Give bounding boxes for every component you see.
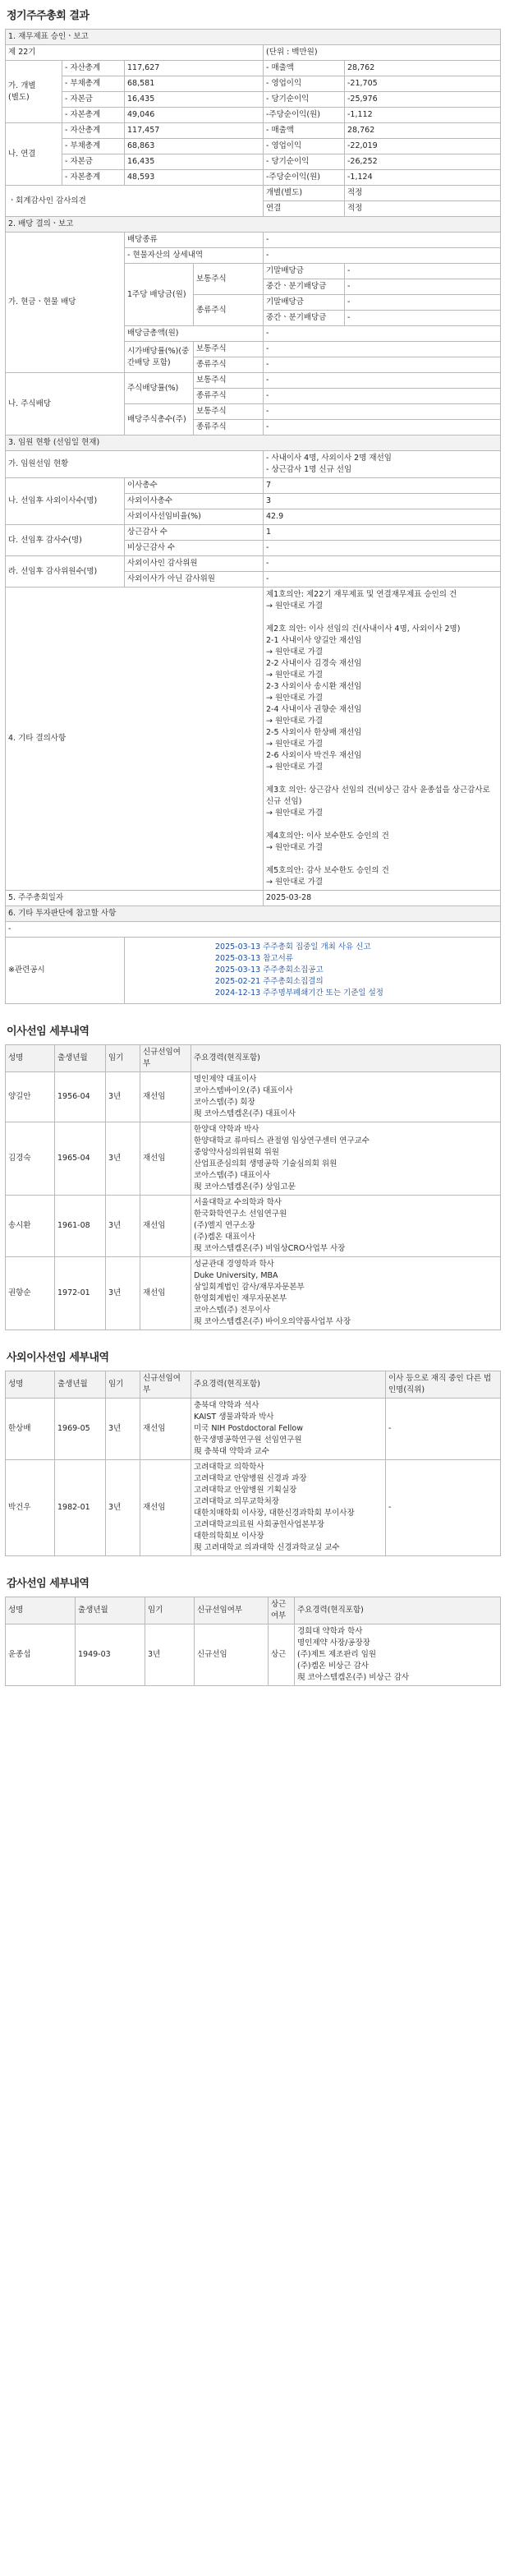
value-cell: -: [345, 311, 501, 326]
value-cell: -: [264, 326, 501, 342]
column-header: 신규선임여부: [140, 1045, 191, 1072]
term: 3년: [106, 1399, 140, 1460]
term: 3년: [106, 1122, 140, 1196]
career: 고려대학교 의학학사 고려대학교 안암병원 신경과 과장 고려대학교 안암병원 기획실장 고려대학교 의무교학처장 대한치매학회 이사장, 대한신경과학회 부이사장 고려대학교의료원 사회공헌사업본부장 대한의학회보 이사장 現 고려대학교 의과대학 신경과학교실 교수: [191, 1460, 386, 1556]
sep-value: 117,627: [125, 61, 264, 76]
dividend-type-label: 배당종류: [125, 233, 264, 248]
section-6-title: 6. 기타 투자판단에 참고할 사항: [6, 906, 501, 922]
audit-separate-value: 적정: [345, 186, 501, 201]
unit-label: (단위 : 백만원): [264, 45, 501, 61]
related-link[interactable]: 2025-02-21 주주총회소집결의: [215, 977, 324, 986]
table-row: [6, 1196, 501, 1257]
director-details-title: 이사선임 세부내역: [7, 1025, 90, 1038]
other-resolutions-text: 제1호의안: 제22기 재무제표 및 연결재무제표 승인의 건 → 원안대로 가결 제2호 의안: 이사 선임의 건(사내이사 4명, 사외이사 2명) 2-1 사내이사 양길안 재선임 → 원안대로 가결 2-2 사내이사 김경숙 재선임 → 원안대로 가결 2-3 사외이사 송시환 재선임 → 원안대로 가결 2-4 사내이사 권향순 재선임 → 원안대로 가결 2-5 사외이사 한상배 재선임 → 원안대로 가결 2-6 사외이사 박건우 재선임 → 원안대로 가결 제3호 의안: 상근감사 선임의 건(비상근 감사 윤종섭을 상근감사로 신규 선임) → 원안대로 가결 제4호의안: 이사 보수한도 승인의 건 → 원안대로 가결 제5호의안: 감사 보수한도 승인의 건 → 원안대로 가결: [264, 588, 501, 891]
election-type: 재선임: [140, 1072, 191, 1122]
con-item: - 자본금: [62, 154, 125, 170]
sep-item: - 자본금: [62, 92, 125, 108]
con-value: 68,863: [125, 139, 264, 154]
election-type: 재선임: [140, 1399, 191, 1460]
dividend-detail-value: -: [264, 248, 501, 264]
full-auditor-label: 상근감사 수: [125, 525, 264, 541]
con-item: - 자산총계: [62, 123, 125, 139]
column-header: 출생년월: [55, 1371, 106, 1399]
election-type: 재선임: [140, 1460, 191, 1556]
committee-other-label: 사외이사가 아닌 감사위원: [125, 572, 264, 588]
full-auditor-value: 1: [264, 525, 501, 541]
section-5-title: 5. 주주총회일자: [6, 891, 264, 906]
column-header: 주요경력(현직포함): [191, 1045, 501, 1072]
person-name: 송시환: [6, 1196, 55, 1257]
column-header: 출생년월: [55, 1045, 106, 1072]
sep-item: - 자산총계: [62, 61, 125, 76]
stock-yield-label: 주식배당률(%): [125, 373, 194, 404]
preferred-stock-label: 종류주식: [194, 420, 264, 435]
con-item: - 자본총계: [62, 170, 125, 186]
column-header: 임기: [145, 1597, 195, 1624]
column-header: 출생년월: [76, 1597, 145, 1624]
common-stock-label: 보통주식: [194, 342, 264, 357]
value-cell: -: [345, 279, 501, 295]
section-2-title: 2. 배당 결의ㆍ보고: [6, 217, 501, 233]
person-name: 양길안: [6, 1072, 55, 1122]
con-value: -1,124: [345, 170, 501, 186]
value-cell: -: [264, 342, 501, 357]
career: 충북대 약학과 석사 KAIST 생물과학과 박사 미국 NIH Postdoctoral Fellow 한국생명공학연구원 선임연구원 現 충북대 약학과 교수: [191, 1399, 386, 1460]
sep-value: -1,112: [345, 108, 501, 123]
dividend-type-value: -: [264, 233, 501, 248]
column-header: 신규선임여부: [140, 1371, 191, 1399]
con-item: - 영업이익: [264, 139, 345, 154]
sep-value: -25,976: [345, 92, 501, 108]
table-row: [6, 1399, 501, 1460]
sep-item: -주당순이익(원): [264, 108, 345, 123]
birth-date: 1961-08: [55, 1196, 106, 1257]
audit-consolidated-label: 연결: [264, 201, 345, 217]
auditor-details-title: 감사선임 세부내역: [7, 1578, 90, 1590]
career: 명인제약 대표이사 코아스템바이오(주) 대표이사 코아스템(주) 회장 現 코아스템켐온(주) 대표이사: [191, 1072, 501, 1122]
audit-consolidated-value: 적정: [345, 201, 501, 217]
con-value: 16,435: [125, 154, 264, 170]
committee-other-value: -: [264, 572, 501, 588]
person-name: 윤종섭: [6, 1624, 76, 1686]
common-stock-label: 보통주식: [194, 404, 264, 420]
column-header: 주요경력(현직포함): [191, 1371, 386, 1399]
con-value: 117,457: [125, 123, 264, 139]
birth-date: 1969-05: [55, 1399, 106, 1460]
related-disclosures-label: ※관련공시: [6, 938, 125, 1004]
election-type: 신규선임: [195, 1624, 269, 1686]
related-link[interactable]: 2025-03-13 주주총회소집공고: [215, 965, 324, 975]
career: 서울대학교 수의학과 학사 한국화학연구소 선임연구원 (주)엘지 연구소장 (주)켐온 대표이사 現 코아스템켐온(주) 비임상CRO사업부 사장: [191, 1196, 501, 1257]
person-name: 김경숙: [6, 1122, 55, 1196]
birth-date: 1956-04: [55, 1072, 106, 1122]
person-name: 박건우: [6, 1460, 55, 1556]
outside-ratio-label: 사외이사선임비율(%): [125, 509, 264, 525]
dividend-detail-label: - 현물자산의 상세내역: [125, 248, 264, 264]
fulltime-status: 상근: [269, 1624, 295, 1686]
birth-date: 1972-01: [55, 1257, 106, 1330]
column-header: 상근여부: [269, 1597, 295, 1624]
birth-date: 1965-04: [55, 1122, 106, 1196]
column-header: 주요경력(현직포함): [295, 1597, 501, 1624]
main-results-table: [5, 29, 501, 1004]
term: 3년: [106, 1257, 140, 1330]
dividend-total-label: 배당금총액(원): [125, 326, 264, 342]
sep-row: [6, 76, 501, 92]
committee-outside-value: -: [264, 556, 501, 572]
sep-item: - 영업이익: [264, 76, 345, 92]
election-status-value: - 사내이사 4명, 사외이사 2명 재선임 - 상근감사 1명 신규 선임: [264, 451, 501, 478]
table-row: [6, 1624, 501, 1686]
section-3-title: 3. 임원 현황 (선임일 현재): [6, 435, 501, 451]
table-row: [6, 1460, 501, 1556]
dividend-yield-label: 시가배당률(%)(중간배당 포함): [125, 342, 194, 373]
meeting-date: 2025-03-28: [264, 891, 501, 906]
auditor-details-table: [5, 1597, 501, 1686]
value-cell: -: [345, 264, 501, 279]
election-type: 재선임: [140, 1196, 191, 1257]
birth-date: 1949-03: [76, 1624, 145, 1686]
person-name: 한상배: [6, 1399, 55, 1460]
other-positions: -: [386, 1460, 501, 1556]
section-6-value: -: [6, 922, 501, 938]
sep-row: [6, 108, 501, 123]
preferred-stock-label: 종류주식: [194, 357, 264, 373]
director-details-table: [5, 1044, 501, 1330]
director-total-label: 이사총수: [125, 478, 264, 494]
page-title: 정기주주총회 결과: [7, 10, 90, 22]
auditor-count-label: 다. 선임후 감사수(명): [6, 525, 125, 556]
director-total-value: 7: [264, 478, 501, 494]
outside-ratio-value: 42.9: [264, 509, 501, 525]
con-value: -26,252: [345, 154, 501, 170]
con-item: - 매출액: [264, 123, 345, 139]
value-cell: -: [264, 389, 501, 404]
sep-value: 28,762: [345, 61, 501, 76]
sep-item: - 부채총계: [62, 76, 125, 92]
stock-count-label: 배당주식총수(주): [125, 404, 194, 435]
term: 3년: [106, 1072, 140, 1122]
preferred-stock-label: 종류주식: [194, 389, 264, 404]
value-cell: -: [345, 295, 501, 311]
value-cell: -: [264, 420, 501, 435]
year-end-label: 기말배당금: [264, 264, 345, 279]
con-item: -주당순이익(원): [264, 170, 345, 186]
term: 제 22기: [6, 45, 264, 61]
value-cell: -: [264, 357, 501, 373]
sep-row: [6, 61, 501, 76]
value-cell: -: [264, 404, 501, 420]
con-row: [6, 170, 501, 186]
term: 3년: [145, 1624, 195, 1686]
outside-director-details-title: 사외이사선임 세부내역: [7, 1352, 109, 1364]
con-item: - 당기순이익: [264, 154, 345, 170]
con-value: 28,762: [345, 123, 501, 139]
con-value: 48,593: [125, 170, 264, 186]
column-header: 신규선임여부: [195, 1597, 269, 1624]
related-link[interactable]: 2025-03-13 주주총회 집중일 개최 사유 신고: [215, 942, 371, 952]
career: 경희대 약학과 학사 명인제약 사장/공장장 (주)제트 제조판리 임원 (주)켐온 비상근 감사 現 코아스템켐온(주) 비상근 감사: [295, 1624, 501, 1686]
sep-item: - 매출액: [264, 61, 345, 76]
birth-date: 1982-01: [55, 1460, 106, 1556]
preferred-stock-label: 종류주식: [194, 295, 264, 326]
con-row: [6, 154, 501, 170]
sep-value: 68,581: [125, 76, 264, 92]
con-row: [6, 139, 501, 154]
outside-total-value: 3: [264, 494, 501, 509]
interim-label: 중간ㆍ분기배당금: [264, 311, 345, 326]
term: 3년: [106, 1196, 140, 1257]
audit-opinion-label: ㆍ회계감사인 감사의견: [6, 186, 264, 217]
table-row: [6, 1257, 501, 1330]
part-auditor-value: -: [264, 541, 501, 556]
election-type: 재선임: [140, 1122, 191, 1196]
sep-value: 16,435: [125, 92, 264, 108]
sep-item: - 당기순이익: [264, 92, 345, 108]
sep-value: 49,046: [125, 108, 264, 123]
year-end-label: 기말배당금: [264, 295, 345, 311]
stock-dividend-label: 나. 주식배당: [6, 373, 125, 435]
term: 3년: [106, 1460, 140, 1556]
interim-label: 중간ㆍ분기배당금: [264, 279, 345, 295]
outside-director-count-label: 나. 선임후 사외이사수(명): [6, 478, 125, 525]
career: 성균관대 경영학과 학사 Duke University, MBA 삼일회계법인 감사/재무자문본부 한영회계법인 재무자문본부 코아스템(주) 전무이사 現 코아스템켐온(주) 바이오의약품사업부 사장: [191, 1257, 501, 1330]
election-type: 재선임: [140, 1257, 191, 1330]
separate-label: 가. 개별 (별도): [6, 61, 62, 123]
con-row: [6, 123, 501, 139]
column-header: 이사 등으로 재직 중인 다른 법인명(직위): [386, 1371, 501, 1399]
person-name: 권향순: [6, 1257, 55, 1330]
column-header: 성명: [6, 1045, 55, 1072]
related-link[interactable]: 2024-12-13 주주명부폐쇄기간 또는 기준일 설정: [215, 988, 383, 998]
sep-value: -21,705: [345, 76, 501, 92]
section-4-title: 4. 기타 결의사항: [6, 588, 264, 891]
per-share-label: 1주당 배당금(원): [125, 264, 194, 326]
audit-separate-label: 개별(별도): [264, 186, 345, 201]
outside-total-label: 사외이사총수: [125, 494, 264, 509]
table-row: [6, 1122, 501, 1196]
sep-row: [6, 92, 501, 108]
section-1-title: 1. 재무제표 승인ㆍ보고: [6, 30, 501, 45]
column-header: 임기: [106, 1371, 140, 1399]
column-header: 성명: [6, 1371, 55, 1399]
consolidated-label: 나. 연결: [6, 123, 62, 186]
column-header: 임기: [106, 1045, 140, 1072]
con-value: -22,019: [345, 139, 501, 154]
committee-outside-label: 사외이사인 감사위원: [125, 556, 264, 572]
common-stock-label: 보통주식: [194, 373, 264, 389]
committee-count-label: 라. 선임후 감사위원수(명): [6, 556, 125, 588]
other-positions: -: [386, 1399, 501, 1460]
part-auditor-label: 비상근감사 수: [125, 541, 264, 556]
career: 한양대 약학과 박사 한양대학교 류마티스 관절염 임상연구센터 연구교수 중앙약사심의위원회 위원 산업표준심의회 생명공학 기술심의회 위원 코아스템(주) 대표이사 現 코아스템켐온(주) 상임고문: [191, 1122, 501, 1196]
outside-director-details-table: [5, 1371, 501, 1556]
column-header: 성명: [6, 1597, 76, 1624]
election-status-label: 가. 임원선임 현황: [6, 451, 264, 478]
common-stock-label: 보통주식: [194, 264, 264, 295]
cash-dividend-label: 가. 현금ㆍ현물 배당: [6, 233, 125, 373]
value-cell: -: [264, 373, 501, 389]
sep-item: - 자본총계: [62, 108, 125, 123]
table-row: [6, 1072, 501, 1122]
con-item: - 부채총계: [62, 139, 125, 154]
related-link[interactable]: 2025-03-13 참고서류: [215, 954, 293, 963]
